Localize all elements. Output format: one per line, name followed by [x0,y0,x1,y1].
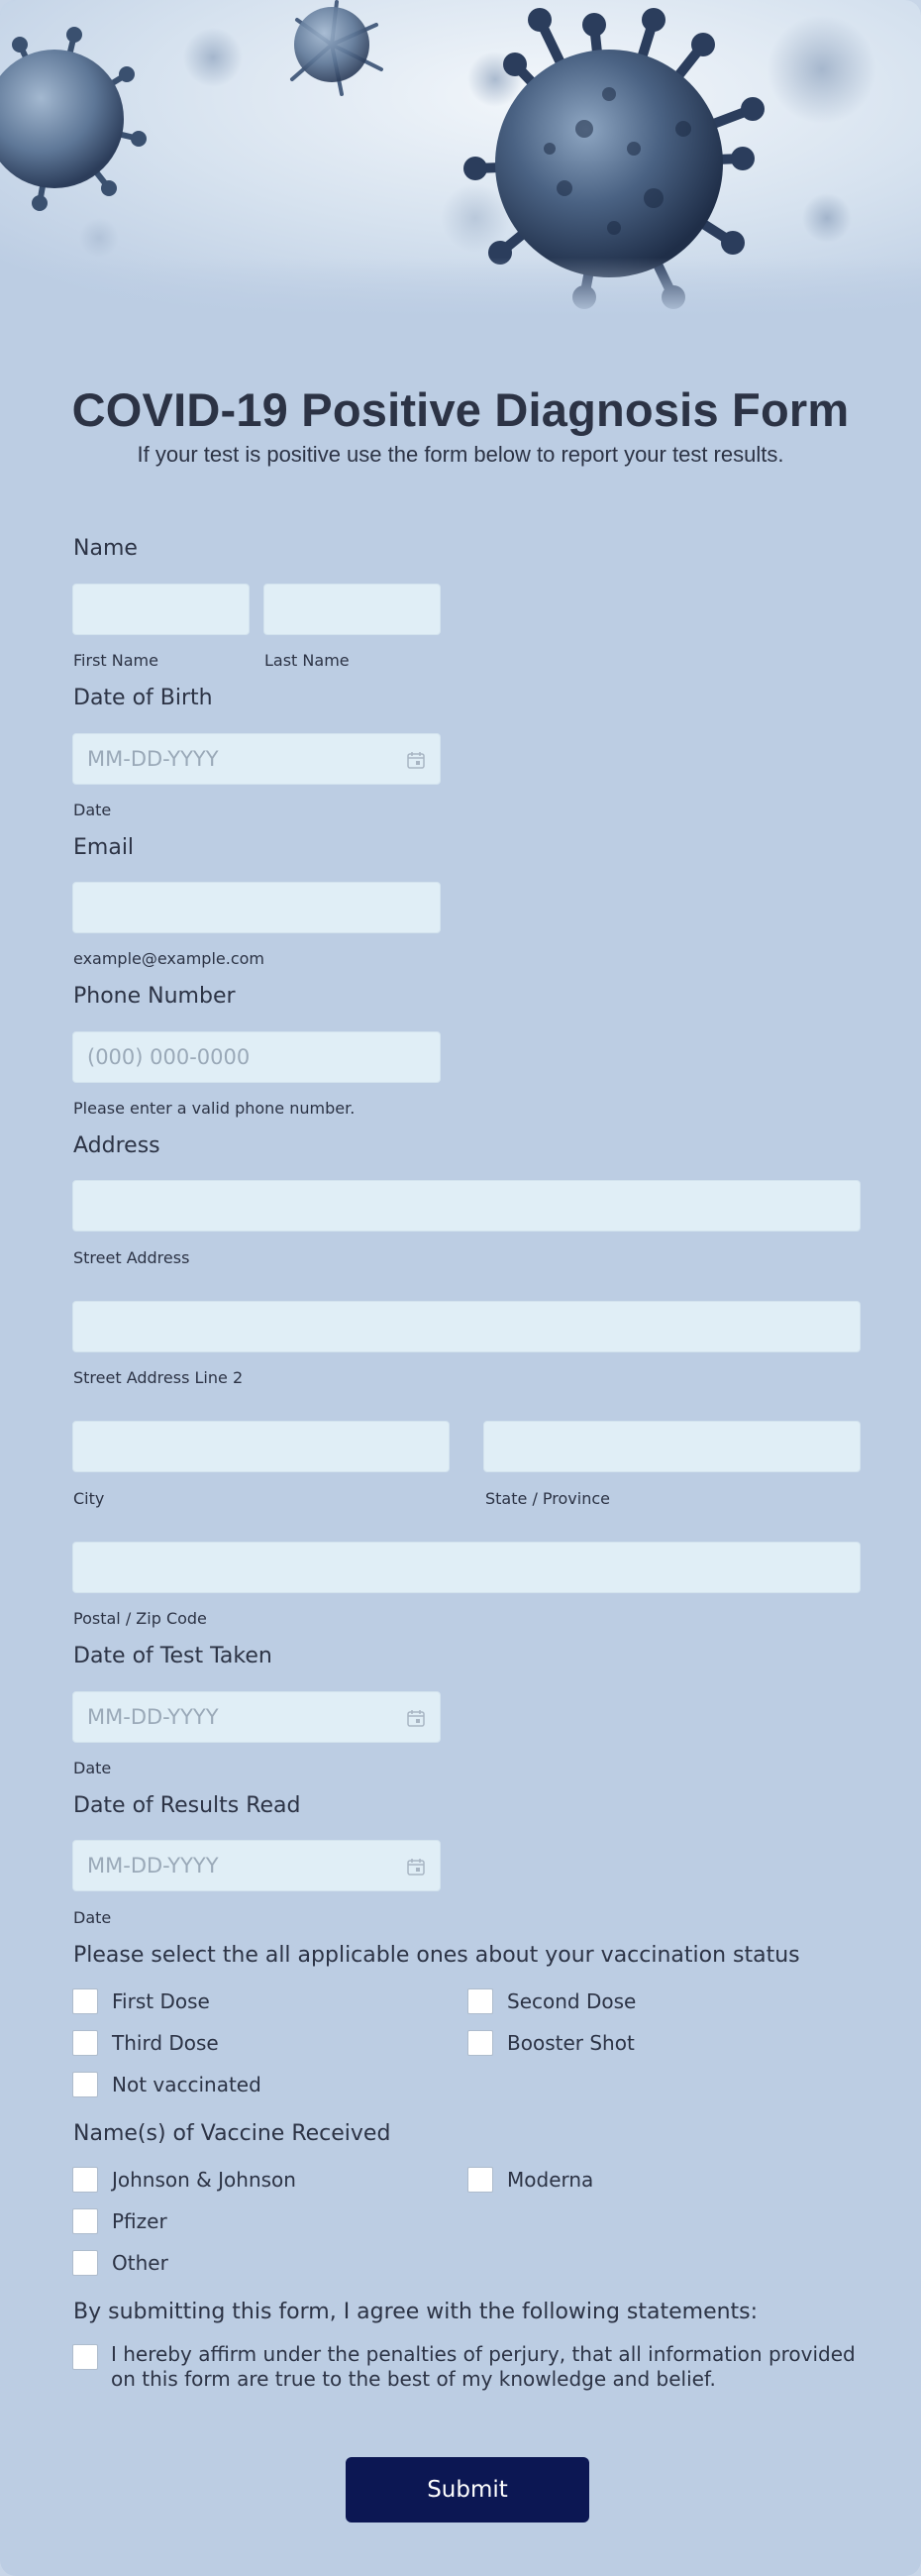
checkbox-label: Not vaccinated [112,2073,261,2096]
checkbox-label: Pfizer [112,2209,167,2233]
test-date-sublabel: Date [73,1759,112,1777]
checkbox-icon[interactable] [72,2072,98,2097]
agreement-text: I hereby affirm under the penalties of perjury, that all information provided on this form are true to the best of my knowledge and belief. [111,2342,856,2391]
checkbox-other[interactable] [72,2250,168,2276]
address-label: Address [73,1133,160,1158]
checkbox-icon[interactable] [72,2250,98,2276]
last-name-sublabel: Last Name [264,651,350,670]
checkbox-first-dose[interactable] [72,1988,210,2014]
form-title: COVID-19 Positive Diagnosis Form [71,383,850,436]
coronavirus-header-image [0,0,921,317]
test-date-placeholder: MM-DD-YYYY [87,1705,219,1729]
vaccination-status-label: Please select the all applicable ones about your vaccination status [73,1943,800,1968]
last-name-input[interactable] [263,584,441,635]
email-label: Email [73,835,135,860]
test-date-label: Date of Test Taken [73,1644,272,1668]
checkbox-moderna[interactable] [467,2167,593,2193]
results-date-label: Date of Results Read [73,1793,301,1818]
street-address-sublabel: Street Address [73,1248,190,1267]
email-input[interactable] [72,882,441,933]
city-input[interactable] [72,1421,450,1472]
results-date-placeholder: MM-DD-YYYY [87,1854,219,1878]
checkbox-pfizer[interactable] [72,2208,167,2234]
calendar-icon[interactable] [406,1857,426,1877]
checkbox-icon[interactable] [467,1988,493,2014]
city-sublabel: City [73,1489,105,1508]
dob-input[interactable] [72,733,441,785]
phone-input[interactable] [72,1031,441,1083]
form-subtitle: If your test is positive use the form below to report your test results. [137,442,784,467]
street-address-line2-input[interactable] [72,1301,861,1352]
checkbox-icon[interactable] [467,2167,493,2193]
checkbox-label: Third Dose [112,2031,219,2055]
state-input[interactable] [483,1421,861,1472]
checkbox-not-vaccinated[interactable] [72,2072,261,2097]
checkbox-icon[interactable] [72,2167,98,2193]
state-sublabel: State / Province [485,1489,610,1508]
dob-sublabel: Date [73,801,112,819]
agreement-label: By submitting this form, I agree with the following statements: [73,2300,759,2324]
checkbox-booster-shot[interactable] [467,2030,635,2056]
calendar-icon[interactable] [406,750,426,770]
first-name-sublabel: First Name [73,651,158,670]
street-address-line2-sublabel: Street Address Line 2 [73,1368,244,1387]
dob-label: Date of Birth [73,686,213,710]
checkbox-label: First Dose [112,1989,210,2013]
checkbox-icon[interactable] [72,2030,98,2056]
checkbox-third-dose[interactable] [72,2030,219,2056]
checkbox-icon[interactable] [72,1988,98,2014]
postal-code-input[interactable] [72,1542,861,1593]
submit-button[interactable]: Submit [346,2457,589,2522]
checkbox-icon[interactable] [72,2344,98,2370]
name-label: Name [73,536,138,561]
postal-code-sublabel: Postal / Zip Code [73,1609,207,1628]
checkbox-label: Second Dose [507,1989,637,2013]
dob-placeholder: MM-DD-YYYY [87,747,219,771]
calendar-icon[interactable] [406,1708,426,1728]
first-name-input[interactable] [72,584,250,635]
checkbox-agreement[interactable] [72,2344,98,2370]
phone-placeholder: (000) 000-0000 [87,1045,251,1069]
email-sublabel: example@example.com [73,949,264,968]
checkbox-icon[interactable] [72,2208,98,2234]
checkbox-johnson-johnson[interactable] [72,2167,296,2193]
checkbox-label: Other [112,2251,168,2275]
street-address-input[interactable] [72,1180,861,1232]
results-date-input[interactable] [72,1840,441,1891]
results-date-sublabel: Date [73,1908,112,1927]
vaccine-names-label: Name(s) of Vaccine Received [73,2121,391,2146]
checkbox-second-dose[interactable] [467,1988,636,2014]
phone-sublabel: Please enter a valid phone number. [73,1099,356,1118]
checkbox-label: Booster Shot [507,2031,635,2055]
checkbox-label: Moderna [507,2168,594,2192]
checkbox-icon[interactable] [467,2030,493,2056]
test-date-input[interactable] [72,1691,441,1743]
checkbox-label: Johnson & Johnson [112,2168,296,2192]
phone-label: Phone Number [73,984,236,1009]
